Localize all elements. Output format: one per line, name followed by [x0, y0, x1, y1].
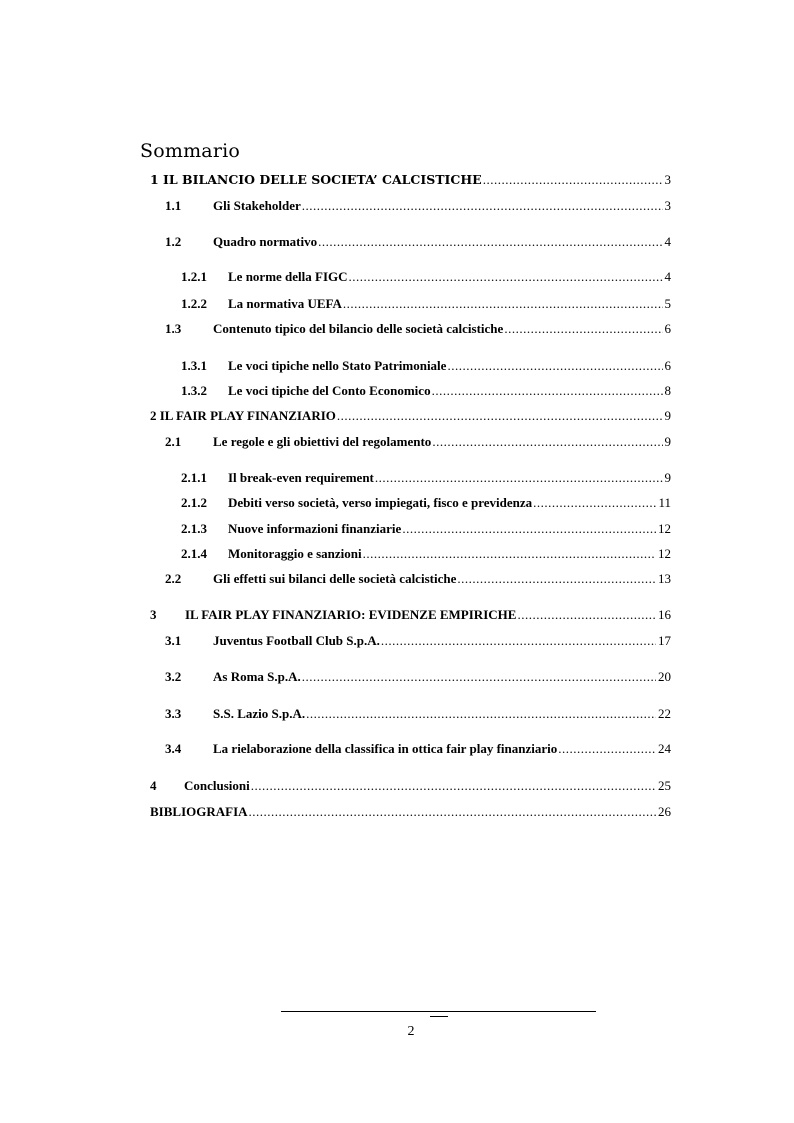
toc-entry-number: 1.3: [165, 321, 182, 336]
toc-entry-number: 1.2.2: [181, 296, 207, 311]
toc-entry-1-3-2[interactable]: [181, 381, 671, 401]
footer-short-rule: [430, 1016, 448, 1017]
toc-leader-dots: [302, 667, 656, 687]
toc-leader-dots: [432, 432, 662, 452]
toc-leader-dots: [343, 294, 663, 314]
toc-entry-page: 24: [658, 741, 671, 756]
toc-entry-chapter-3[interactable]: [150, 605, 671, 625]
toc-entry-page: 25: [658, 778, 671, 793]
toc-entry-page: 6: [664, 358, 671, 373]
toc-leader-dots: [533, 493, 656, 513]
toc-entry-page: 3: [664, 172, 671, 187]
toc-entry-page: 22: [658, 706, 671, 721]
page-number: 2: [407, 1024, 415, 1039]
toc-entry-page: 20: [658, 669, 671, 684]
toc-entry-label: S.S. Lazio S.p.A.: [213, 706, 306, 721]
toc-leader-dots: [251, 776, 656, 796]
toc-entry-label: 1 IL BILANCIO DELLE SOCIETA’ CALCISTICHE: [150, 172, 482, 187]
toc-entry-3-4[interactable]: [165, 739, 671, 759]
toc-entry-label: Quadro normativo: [213, 234, 318, 249]
toc-leader-dots: [375, 468, 663, 488]
toc-entry-number: 3.4: [165, 741, 182, 756]
toc-entry-label: Le regole e gli obiettivi del regolamento: [213, 434, 432, 449]
toc-entry-label: As Roma S.p.A.: [213, 669, 301, 684]
toc-leader-dots: [558, 739, 656, 759]
toc-entry-2-1[interactable]: [165, 432, 671, 452]
toc-entry-number: 1.3.1: [181, 358, 207, 373]
toc-entry-2-1-4[interactable]: [181, 544, 671, 564]
toc-leader-dots: [447, 356, 662, 376]
toc-entry-1-2-2[interactable]: [181, 294, 671, 314]
toc-entry-page: 5: [664, 296, 671, 311]
toc-entry-label: BIBLIOGRAFIA: [150, 804, 248, 819]
toc-leader-dots: [381, 631, 656, 651]
toc-entry-page: 9: [664, 470, 671, 485]
toc-entry-label: Contenuto tipico del bilancio delle società calcistiche: [213, 321, 504, 336]
toc-entry-page: 16: [658, 607, 671, 622]
toc-leader-dots: [363, 544, 656, 564]
toc-entry-label: Juventus Football Club S.p.A.: [213, 633, 380, 648]
toc-leader-dots: [517, 605, 656, 625]
toc-leader-dots: [432, 381, 663, 401]
toc-entry-label: Conclusioni: [184, 778, 250, 793]
toc-entry-number: 1.2: [165, 234, 182, 249]
toc-entry-label: 2 IL FAIR PLAY FINANZIARIO: [150, 408, 336, 423]
toc-entry-page: 4: [664, 269, 671, 284]
toc-entry-number: 2.1.1: [181, 470, 207, 485]
toc-entry-label: Le voci tipiche del Conto Economico: [228, 383, 431, 398]
toc-entry-label: Le voci tipiche nello Stato Patrimoniale: [228, 358, 447, 373]
toc-entry-1-2[interactable]: [165, 232, 671, 252]
toc-entry-page: 9: [664, 408, 671, 423]
toc-entry-3-3[interactable]: [165, 704, 671, 724]
toc-entry-2-1-1[interactable]: [181, 468, 671, 488]
toc-entry-number: 1.2.1: [181, 269, 207, 284]
toc-entry-chapter-2[interactable]: [150, 406, 671, 426]
toc-entry-number: 1.3.2: [181, 383, 207, 398]
toc-entry-number: 3.2: [165, 669, 182, 684]
toc-title: Sommario: [140, 140, 241, 162]
toc-entry-label: Gli effetti sui bilanci delle società calcistiche: [213, 571, 457, 586]
toc-leader-dots: [349, 267, 663, 287]
toc-entry-page: 12: [658, 546, 671, 561]
toc-entry-label: Monitoraggio e sanzioni: [228, 546, 362, 561]
toc-entry-1-3[interactable]: [165, 319, 671, 339]
toc-entry-number: 3.3: [165, 706, 182, 721]
toc-entry-label: Nuove informazioni finanziarie: [228, 521, 402, 536]
toc-entry-page: 17: [658, 633, 671, 648]
toc-entry-2-2[interactable]: [165, 569, 671, 589]
toc-entry-number: 2.2: [165, 571, 182, 586]
toc-entry-1-1[interactable]: [165, 196, 671, 216]
toc-leader-dots: [457, 569, 656, 589]
toc-leader-dots: [504, 319, 662, 339]
toc-entry-page: 13: [658, 571, 671, 586]
toc-entry-3-2[interactable]: [165, 667, 671, 687]
toc-entry-label: IL FAIR PLAY FINANZIARIO: EVIDENZE EMPIRICHE: [185, 607, 517, 622]
toc-entry-chapter-1[interactable]: [150, 170, 671, 190]
toc-entry-page: 3: [664, 198, 671, 213]
toc-entry-page: 8: [664, 383, 671, 398]
toc-entry-chapter-4[interactable]: [150, 776, 671, 796]
toc-entry-1-2-1[interactable]: [181, 267, 671, 287]
toc-entry-1-3-1[interactable]: [181, 356, 671, 376]
toc-leader-dots: [402, 519, 656, 539]
toc-entry-page: 26: [658, 804, 671, 819]
toc-leader-dots: [318, 232, 662, 252]
toc-entry-number: 2.1.4: [181, 546, 207, 561]
toc-entry-number: 2.1.2: [181, 495, 207, 510]
toc-entry-label: La rielaborazione della classifica in ottica fair play finanziario: [213, 741, 558, 756]
toc-leader-dots: [249, 802, 656, 822]
toc-leader-dots: [306, 704, 656, 724]
toc-entry-number: 2.1.3: [181, 521, 207, 536]
toc-entry-number: 2.1: [165, 434, 182, 449]
toc-entry-3-1[interactable]: [165, 631, 671, 651]
toc-entry-page: 11: [658, 495, 671, 510]
toc-leader-dots: [337, 406, 663, 426]
toc-entry-number: 3.1: [165, 633, 182, 648]
toc-leader-dots: [483, 170, 663, 190]
toc-entry-label: Le norme della FIGC: [228, 269, 348, 284]
toc-entry-label: Gli Stakeholder: [213, 198, 301, 213]
toc-entry-number: 1.1: [165, 198, 182, 213]
toc-leader-dots: [302, 196, 663, 216]
toc-entry-number: 4: [150, 778, 157, 793]
toc-entry-2-1-3[interactable]: [181, 519, 671, 539]
toc-entry-page: 9: [664, 434, 671, 449]
toc-entry-number: 3: [150, 607, 157, 622]
toc-entry-bibliografia[interactable]: [150, 802, 671, 822]
footer-divider: [281, 1011, 596, 1012]
toc-entry-label: Debiti verso società, verso impiegati, fisco e previdenza: [228, 495, 533, 510]
toc-entry-page: 6: [664, 321, 671, 336]
toc-entry-label: Il break-even requirement: [228, 470, 374, 485]
toc-entry-page: 12: [658, 521, 671, 536]
toc-entry-2-1-2[interactable]: [181, 493, 671, 513]
toc-entry-page: 4: [664, 234, 671, 249]
toc-entry-label: La normativa UEFA: [228, 296, 342, 311]
